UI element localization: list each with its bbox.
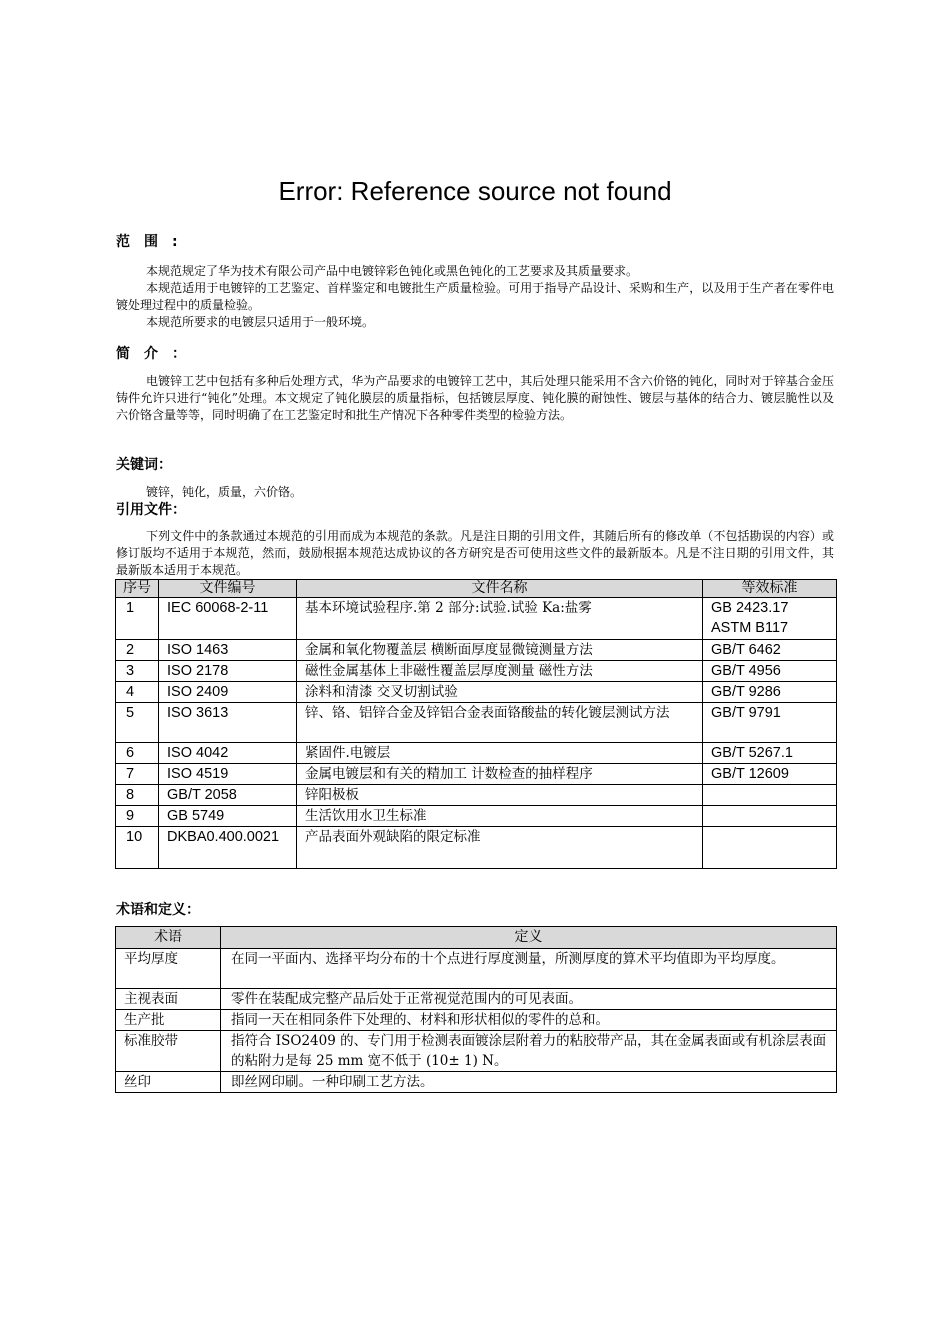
column-header: 等效标准 (703, 580, 837, 598)
document-name: 金属和氧化物覆盖层 横断面厚度显微镜测量方法 (297, 640, 703, 661)
table-row (116, 743, 837, 764)
document-code: ISO 1463 (159, 640, 297, 661)
row-number: 2 (116, 640, 159, 661)
term: 标准胶带 (116, 1031, 221, 1072)
references-paragraph: 下列文件中的条款通过本规范的引用而成为本规范的条款。凡是注日期的引用文件，其随后所有的修改单（不包括勘误的内容）或修订版均不适用于本规范，然而，鼓励根据本规范达成协议的各方研究是否可使用这些文件的最新版本。凡是不注日期的引用文件，其最新版本适用于本规范。 (116, 529, 834, 577)
column-header: 术语 (116, 927, 221, 949)
row-number: 3 (116, 661, 159, 682)
document-code: ISO 3613 (159, 703, 297, 743)
references-header-row (116, 580, 837, 598)
intro-paragraph: 电镀锌工艺中包括有多种后处理方式，华为产品要求的电镀锌工艺中，其后处理只能采用不含六价铬的钝化，同时对于锌基合金压铸件允许只进行“钝化”处理。本文规定了钝化膜层的质量指标，包括镀层厚度、钝化膜的耐蚀性、镀层与基体的结合力、镀层脆性以及六价铬含量等等，同时明确了在工艺鉴定时和批生产情况下各种零件类型的检验方法。 (116, 374, 834, 422)
scope-heading: 范围: (116, 234, 192, 250)
keywords-heading: 关键词： (116, 457, 172, 473)
column-header: 序号 (116, 580, 159, 598)
equivalent-standard: GB/T 5267.1 (703, 743, 837, 764)
table-row (116, 785, 837, 806)
row-number: 5 (116, 703, 159, 743)
table-row (116, 806, 837, 827)
document-name: 基本环境试验程序.第 2 部分:试验.试验 Ka:盐雾 (297, 598, 703, 640)
terms-heading: 术语和定义： (116, 902, 200, 918)
document-name: 产品表面外观缺陷的限定标准 (297, 827, 703, 869)
references-table (115, 579, 837, 869)
keywords-section (116, 484, 834, 501)
terms-header-row (116, 927, 837, 949)
equivalent-standard (703, 785, 837, 806)
equivalent-standard: GB/T 6462 (703, 640, 837, 661)
row-number: 6 (116, 743, 159, 764)
column-header: 定义 (221, 927, 837, 949)
table-row (116, 949, 837, 989)
row-number: 9 (116, 806, 159, 827)
scope-paragraph-2: 本规范适用于电镀锌的工艺鉴定、首样鉴定和电镀批生产质量检验。可用于指导产品设计、采购和生产，以及用于生产者在零件电镀处理过程中的质量检验。 (116, 281, 834, 312)
column-header: 文件名称 (297, 580, 703, 598)
definition: 指符合 ISO2409 的、专门用于检测表面镀涂层附着力的粘胶带产品，其在金属表面或有机涂层表面的粘附力是每 25 mm 宽不低于 (10± 1) N。 (221, 1031, 837, 1072)
equivalent-standard (703, 827, 837, 869)
document-name: 涂料和清漆 交叉切割试验 (297, 682, 703, 703)
intro-section (116, 373, 834, 424)
document-code: ISO 2409 (159, 682, 297, 703)
document-code: ISO 4042 (159, 743, 297, 764)
document-code: GB/T 2058 (159, 785, 297, 806)
definition: 即丝网印刷。一种印刷工艺方法。 (221, 1072, 837, 1093)
scope-paragraph-1: 本规范规定了华为技术有限公司产品中电镀锌彩色钝化或黑色钝化的工艺要求及其质量要求。 (146, 264, 639, 278)
row-number: 8 (116, 785, 159, 806)
references-heading: 引用文件： (116, 502, 186, 518)
terms-table (115, 926, 837, 1093)
document-code: DKBA0.400.0021 (159, 827, 297, 869)
row-number: 10 (116, 827, 159, 869)
references-section (116, 528, 834, 579)
document-code: ISO 2178 (159, 661, 297, 682)
row-number: 1 (116, 598, 159, 640)
equivalent-standard: GB/T 9286 (703, 682, 837, 703)
table-row (116, 1010, 837, 1031)
table-row (116, 1072, 837, 1093)
equivalent-standard (703, 806, 837, 827)
row-number: 4 (116, 682, 159, 703)
definition: 指同一天在相同条件下处理的、材料和形状相似的零件的总和。 (221, 1010, 837, 1031)
definition: 零件在装配成完整产品后处于正常视觉范围内的可见表面。 (221, 989, 837, 1010)
document-name: 锌、铬、铝锌合金及锌铝合金表面铬酸盐的转化镀层测试方法 (297, 703, 703, 743)
scope-section (116, 263, 834, 331)
column-header: 文件编号 (159, 580, 297, 598)
document-name: 磁性金属基体上非磁性覆盖层厚度测量 磁性方法 (297, 661, 703, 682)
table-row (116, 661, 837, 682)
scope-paragraph-3: 本规范所要求的电镀层只适用于一般环境。 (146, 315, 375, 329)
row-number: 7 (116, 764, 159, 785)
document-name: 紧固件.电镀层 (297, 743, 703, 764)
term: 丝印 (116, 1072, 221, 1093)
intro-heading: 简介： (116, 346, 200, 362)
document-code: GB 5749 (159, 806, 297, 827)
definition: 在同一平面内、选择平均分布的十个点进行厚度测量，所测厚度的算术平均值即为平均厚度。 (221, 949, 837, 989)
table-row (116, 598, 837, 640)
table-row (116, 640, 837, 661)
equivalent-standard: GB 2423.17 ASTM B117 (703, 598, 837, 640)
document-name: 金属电镀层和有关的精加工 计数检查的抽样程序 (297, 764, 703, 785)
document-code: IEC 60068-2-11 (159, 598, 297, 640)
table-row (116, 827, 837, 869)
table-row (116, 989, 837, 1010)
equivalent-standard: GB/T 9791 (703, 703, 837, 743)
equivalent-standard: GB/T 12609 (703, 764, 837, 785)
table-row (116, 703, 837, 743)
equivalent-standard: GB/T 4956 (703, 661, 837, 682)
document-name: 锌阳极板 (297, 785, 703, 806)
document-name: 生活饮用水卫生标准 (297, 806, 703, 827)
table-row (116, 682, 837, 703)
table-row (116, 1031, 837, 1072)
document-code: ISO 4519 (159, 764, 297, 785)
term: 平均厚度 (116, 949, 221, 989)
keywords-text: 镀锌，钝化，质量，六价铬。 (146, 485, 303, 499)
term: 生产批 (116, 1010, 221, 1031)
page-title: Error: Reference source not found (278, 176, 672, 206)
table-row (116, 764, 837, 785)
term: 主视表面 (116, 989, 221, 1010)
